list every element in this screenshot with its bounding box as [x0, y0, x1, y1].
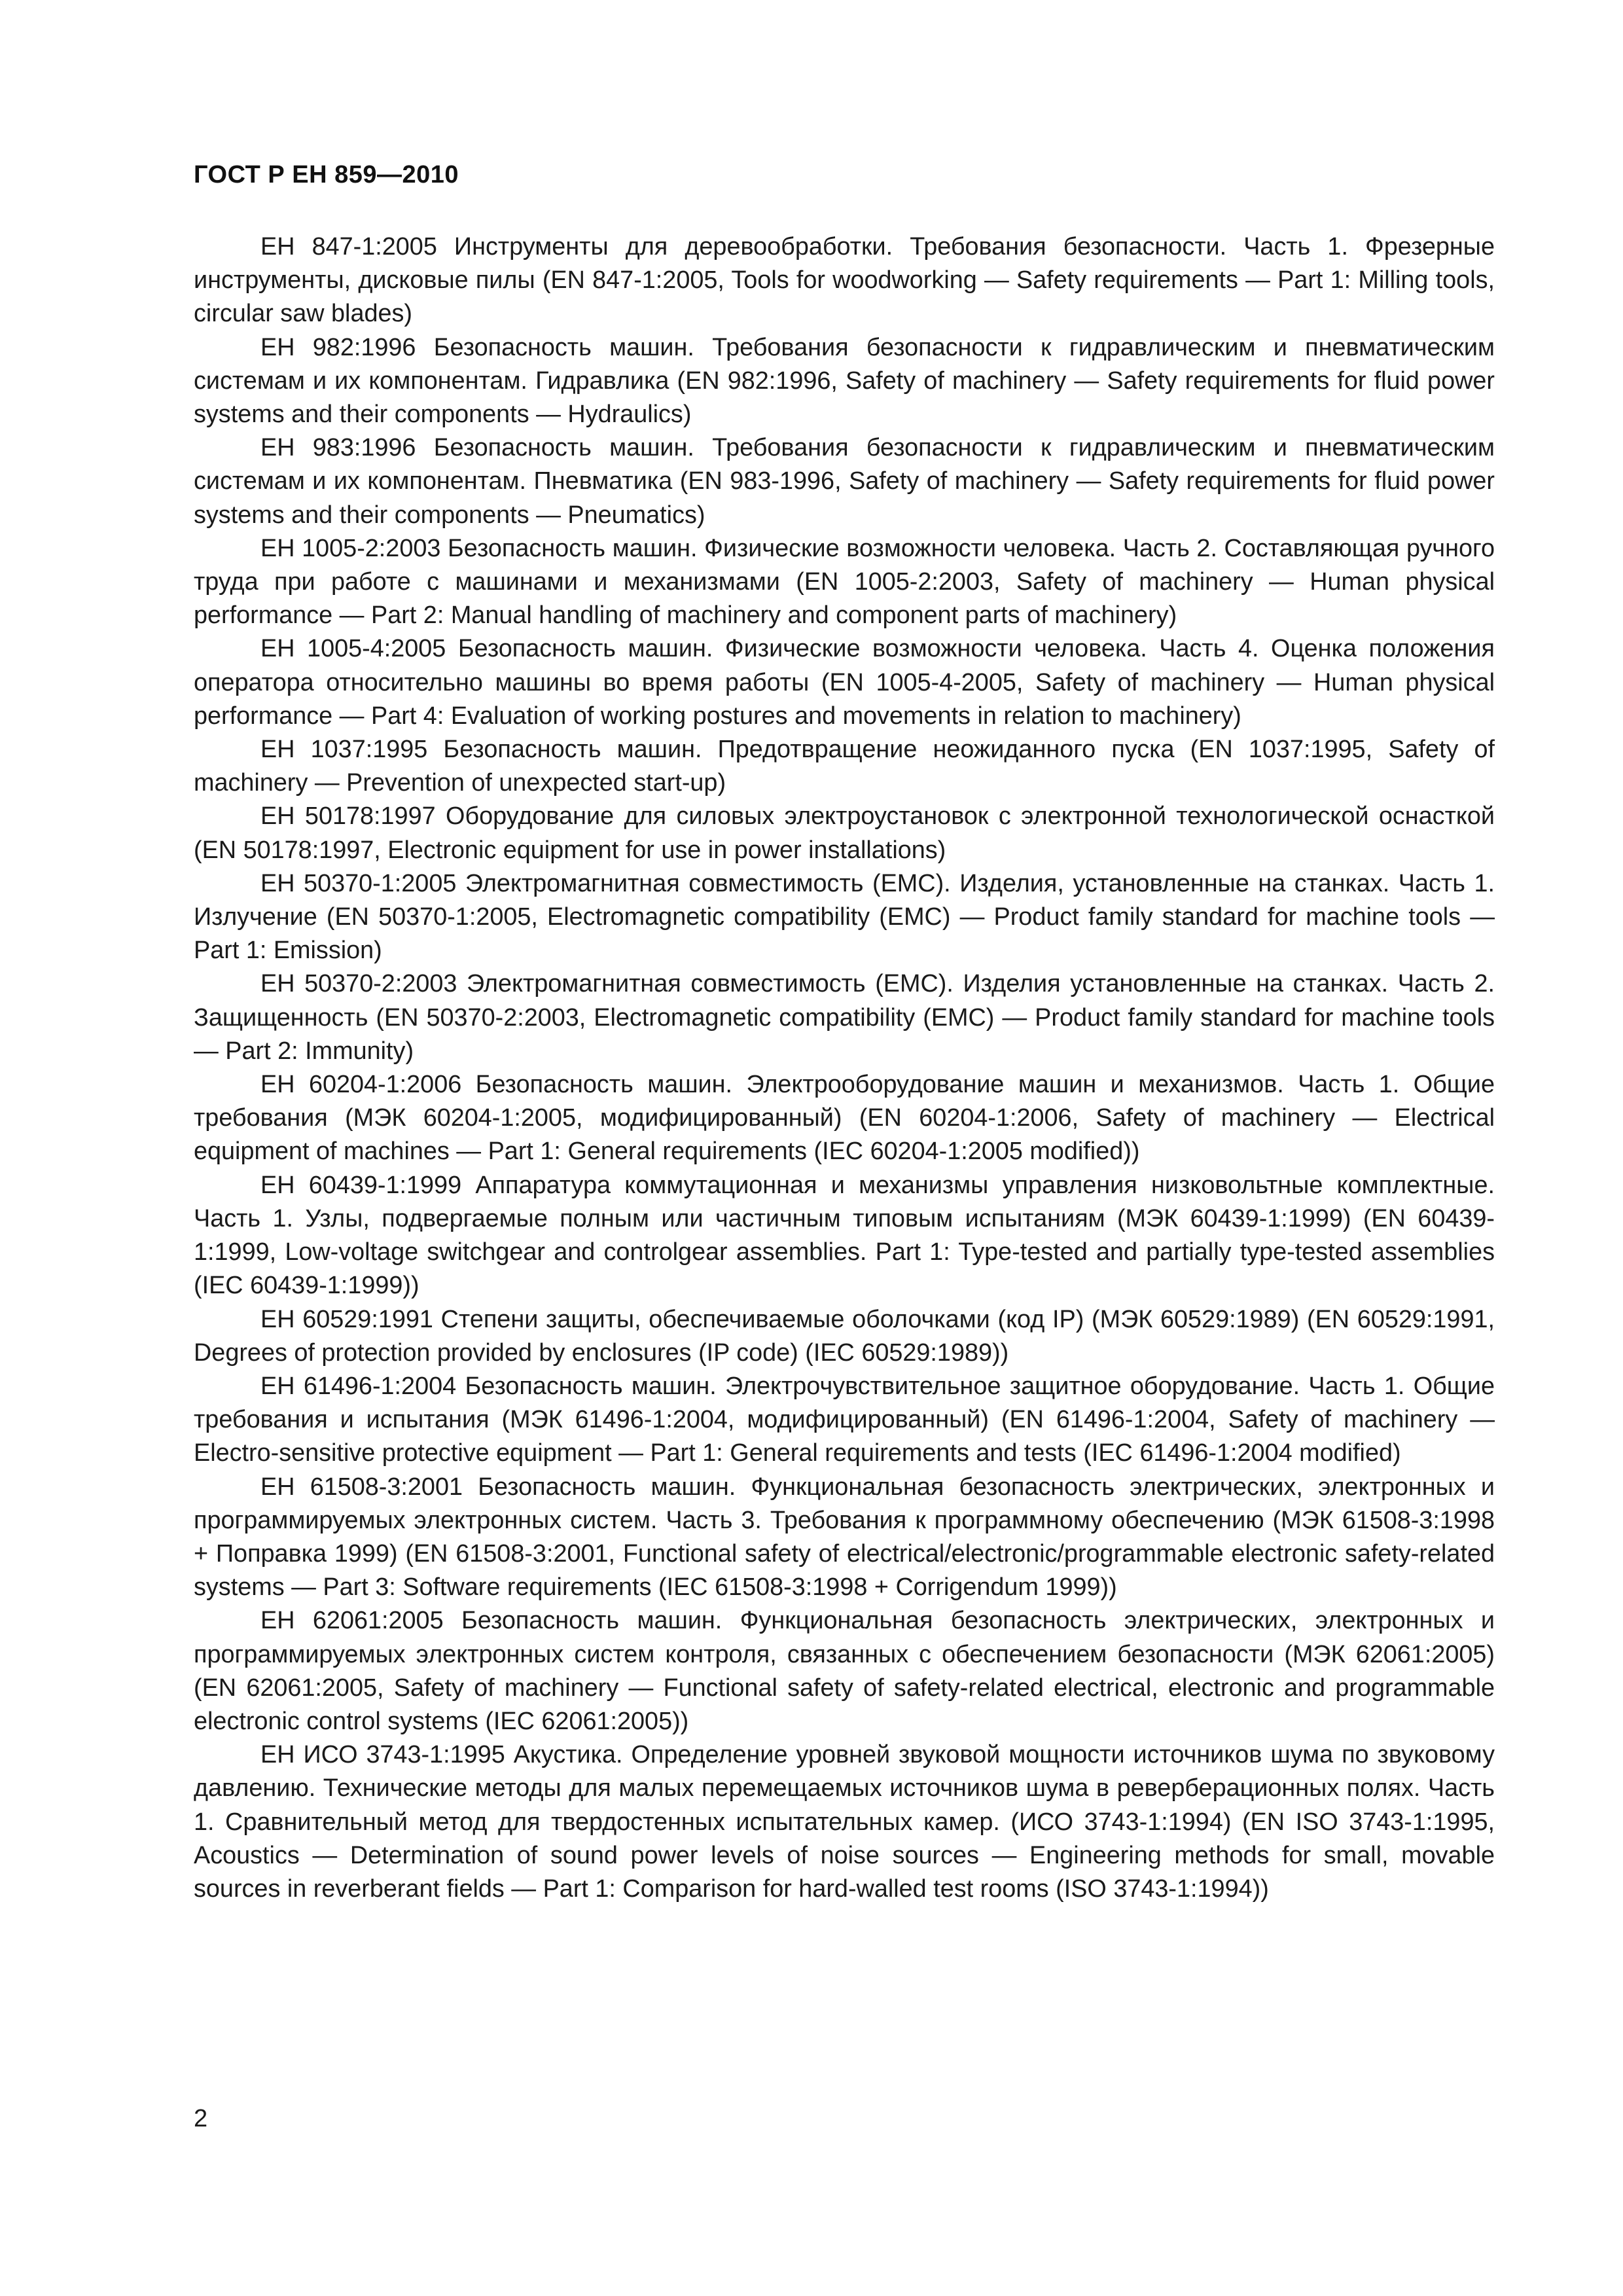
normative-references-list — [194, 230, 1495, 1906]
reference-entry-en-1005-4: ЕН 1005-4:2005 Безопасность машин. Физические возможности человека. Часть 4. Оценка положения оператора относительно машины во время работы (EN 1005-4-2005, Safety of machinery — Human physical performance — Part 4: Evaluation of working postures and movements in relation to machinery) — [194, 635, 1495, 730]
reference-entry-en-982: ЕН 982:1996 Безопасность машин. Требования безопасности к гидравлическим и пневматическим системам и их компонентам. Гидравлика (EN 982:1996, Safety of machinery — Safety requirements for fluid power systems and their components — Hydraulics) — [194, 333, 1495, 429]
reference-entry-en-50178: ЕН 50178:1997 Оборудование для силовых электроустановок с электронной технологической оснасткой (EN 50178:1997, Electronic equipment for use in power installations) — [194, 802, 1495, 864]
reference-entry-en-60204-1: ЕН 60204-1:2006 Безопасность машин. Электрооборудование машин и механизмов. Часть 1. Общие требования (МЭК 60204-1:2005, модифицированный) (EN 60204-1:2006, Safety of machinery — Electrical equipment of machines — Part 1: General requirements (IEC 60204-1:2005 modified)) — [194, 1071, 1495, 1166]
reference-entry-en-847-1: ЕН 847-1:2005 Инструменты для деревообработки. Требования безопасности. Часть 1. Фрезерные инструменты, дисковые пилы (EN 847-1:2005, Tools for woodworking — Safety requirements — Part 1: Milling tools, circular saw blades) — [194, 233, 1495, 328]
reference-entry-en-61508-3: ЕН 61508-3:2001 Безопасность машин. Функциональная безопасность электрических, электронных и программируемых электронных систем. Часть 3. Требования к программному обеспечению (МЭК 61508-3:1998 + Поправка 1999) (EN 61508-3:2001, Functional safety of electrical/electronic/programmable electronic safety-related systems — Part 3: Software requirements (IEC 61508-3:1998 + Corrigendum 1999)) — [194, 1473, 1495, 1602]
reference-entry-en-62061: ЕН 62061:2005 Безопасность машин. Функциональная безопасность электрических, электронных и программируемых электронных систем контроля, связанных с обеспечением безопасности (МЭК 62061:2005) (EN 62061:2005, Safety of machinery — Functional safety of safety-related electrical, electronic and programmable electronic control systems (IEC 62061:2005)) — [194, 1607, 1495, 1735]
document-header: ГОСТ Р ЕН 859—2010 — [194, 161, 459, 188]
page-number: 2 — [194, 2105, 208, 2132]
reference-entry-en-60439-1: ЕН 60439-1:1999 Аппаратура коммутационная и механизмы управления низковольтные комплектные. Часть 1. Узлы, подвергаемые полным или частичным типовым испытаниям (МЭК 60439-1:1999) (EN 60439-1:1999, Low-voltage switchgear and controlgear assemblies. Part 1: Type-tested and partially type-tested assemblies (IEC 60439-1:1999)) — [194, 1171, 1495, 1300]
reference-entry-en-50370-1: ЕН 50370-1:2005 Электромагнитная совместимость (ЕМС). Изделия, установленные на станках. Часть 1. Излучение (EN 50370-1:2005, Electromagnetic compatibility (EMC) — Product family standard for machine tools — Part 1: Emission) — [194, 869, 1495, 965]
reference-entry-en-1005-2: ЕН 1005-2:2003 Безопасность машин. Физические возможности человека. Часть 2. Составляющая ручного труда при работе с машинами и механизмами (EN 1005-2:2003, Safety of machinery — Human physical performance — Part 2: Manual handling of machinery and component parts of machinery) — [194, 534, 1495, 630]
reference-entry-en-60529: ЕН 60529:1991 Степени защиты, обеспечиваемые оболочками (код IP) (МЭК 60529:1989) (EN 60529:1991, Degrees of protection provided by enclosures (IP code) (IEC 60529:1989)) — [194, 1305, 1495, 1367]
reference-entry-en-1037: ЕН 1037:1995 Безопасность машин. Предотвращение неожиданного пуска (EN 1037:1995, Safety of machinery — Prevention of unexpected start-up) — [194, 736, 1495, 797]
reference-entry-en-50370-2: ЕН 50370-2:2003 Электромагнитная совместимость (ЕМС). Изделия установленные на станках. Часть 2. Защищенность (EN 50370-2:2003, Electromagnetic compatibility (EMC) — Product family standard for machine tools — Part 2: Immunity) — [194, 970, 1495, 1065]
reference-entry-en-61496-1: ЕН 61496-1:2004 Безопасность машин. Электрочувствительное защитное оборудование. Часть 1. Общие требования и испытания (МЭК 61496-1:2004, модифицированный) (EN 61496-1:2004, Safety of machinery — Electro-sensitive protective equipment — Part 1: General requirements and tests (IEC 61496-1:2004 modified) — [194, 1372, 1495, 1467]
reference-entry-en-iso-3743-1: ЕН ИСО 3743-1:1995 Акустика. Определение уровней звуковой мощности источников шума по звуковому давлению. Технические методы для малых перемещаемых источников шума в реверберационных полях. Часть 1. Сравнительный метод для твердостенных испытательных камер. (ИСО 3743-1:1994) (EN ISO 3743-1:1995, Acoustics — Determination of sound power levels of noise sources — Engineering methods for small, movable sources in reverberant fields — Part 1: Comparison for hard-walled test rooms (ISO 3743-1:1994)) — [194, 1741, 1495, 1903]
reference-entry-en-983: ЕН 983:1996 Безопасность машин. Требования безопасности к гидравлическим и пневматическим системам и их компонентам. Пневматика (EN 983-1996, Safety of machinery — Safety requirements for fluid power systems and their components — Pneumatics) — [194, 434, 1495, 529]
